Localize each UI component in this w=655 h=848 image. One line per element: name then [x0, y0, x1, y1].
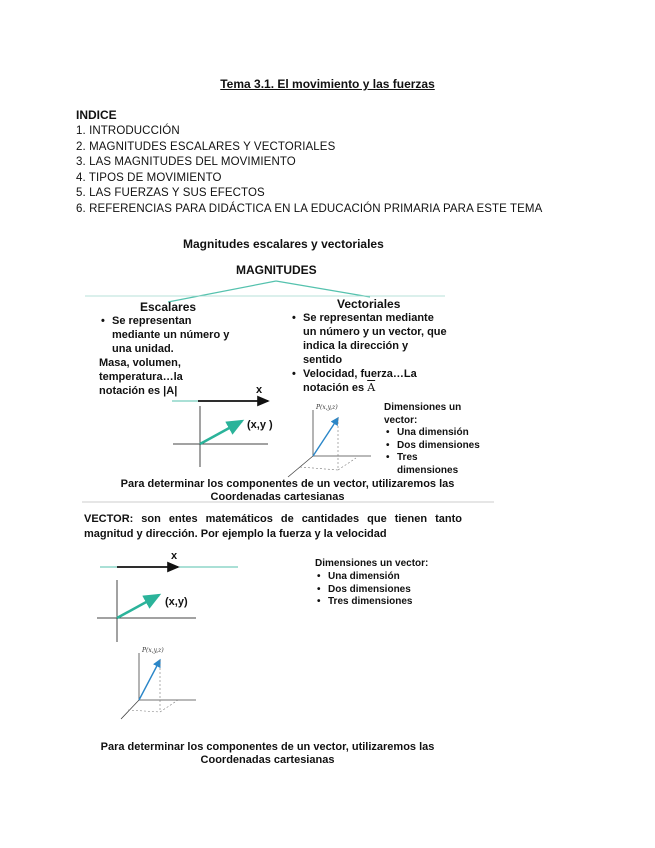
- index-item: 5. LAS FUERZAS Y SUS EFECTOS: [76, 187, 265, 199]
- escalares-bullets: [99, 314, 234, 356]
- dimensions-list: [384, 427, 492, 477]
- dimensions-title-2: Dimensiones un vector:: [315, 558, 429, 569]
- figure-caption-2-line2: Coordenadas cartesianas: [200, 754, 335, 766]
- index-item: 4. TIPOS DE MOVIMIENTO: [76, 171, 222, 184]
- index-item: 2. MAGNITUDES ESCALARES Y VECTORIALES: [76, 140, 336, 153]
- dimensions-list-2: [315, 571, 445, 609]
- dimension-item: • Una dimensión: [384, 427, 492, 440]
- dimension-item: • Una dimensión: [315, 571, 445, 584]
- escalares-label: Escalares: [140, 300, 197, 314]
- index-item: 3. LAS MAGNITUDES DEL MOVIMIENTO: [76, 156, 296, 168]
- dimension-item: • Tres dimensiones: [384, 452, 447, 477]
- point-2d-label-2: (x,y): [165, 596, 188, 608]
- index-heading: INDICE: [76, 108, 117, 122]
- vector-notation: $\overline{A}$: [367, 381, 376, 394]
- index-item: 6. REFERENCIAS PARA DIDÁCTICA EN LA EDUCACIÓN PRIMARIA PARA ESTE TEMA: [76, 202, 543, 215]
- point-2d-label: (x,y ): [247, 419, 273, 431]
- figure-caption-line2: Coordenadas cartesianas: [210, 491, 345, 503]
- vector-2d-diagram: [173, 406, 268, 467]
- vector-3d-diagram-2: [121, 653, 196, 719]
- vectoriales-bullet: [290, 367, 443, 395]
- vectoriales-bullets: [290, 311, 450, 395]
- axis-x-label-2: x: [171, 550, 178, 562]
- vector-definition: VECTOR: son entes matemáticos de cantidades que tienen tanto magnitud y dirección. Por ejemplo la fuerza y la velocidad: [84, 513, 462, 540]
- vectoriales-bullet: • Se representan mediante un número y un vector, que indica la dirección y sentido: [290, 311, 450, 367]
- vectoriales-bullet-text: Velocidad, fuerza…La notación es: [303, 368, 417, 394]
- document-title: Tema 3.1. El movimiento y las fuerzas: [220, 77, 435, 91]
- point-3d-label: P(x,y,z): [316, 404, 338, 411]
- figure-caption-line1: Para determinar los componentes de un vector, utilizaremos las: [120, 478, 455, 490]
- axis-x-label: x: [256, 384, 263, 396]
- vector-2d-diagram-2: [97, 580, 196, 642]
- figure-heading: Magnitudes escalares y vectoriales: [183, 237, 384, 251]
- vector-3d-diagram: [288, 410, 371, 477]
- dimension-item: • Dos dimensiones: [384, 440, 492, 453]
- escalares-examples: Masa, volumen, temperatura…la notación es |A|: [99, 357, 183, 397]
- vectoriales-label: Vectoriales: [337, 297, 401, 311]
- figure-caption-2-line1: Para determinar los componentes de un vector, utilizaremos las: [100, 741, 435, 753]
- dimensions-title: Dimensiones un vector:: [384, 402, 462, 426]
- point-3d-label-2: P(x,y,z): [142, 647, 164, 654]
- index-item: 1. INTRODUCCIÓN: [76, 125, 180, 137]
- dimension-item: • Tres dimensiones: [315, 596, 445, 609]
- escalares-bullet: • Se representan mediante un número y una unidad.: [99, 314, 234, 356]
- tree-root-label: MAGNITUDES: [236, 263, 317, 277]
- dimension-item: • Dos dimensiones: [315, 584, 445, 597]
